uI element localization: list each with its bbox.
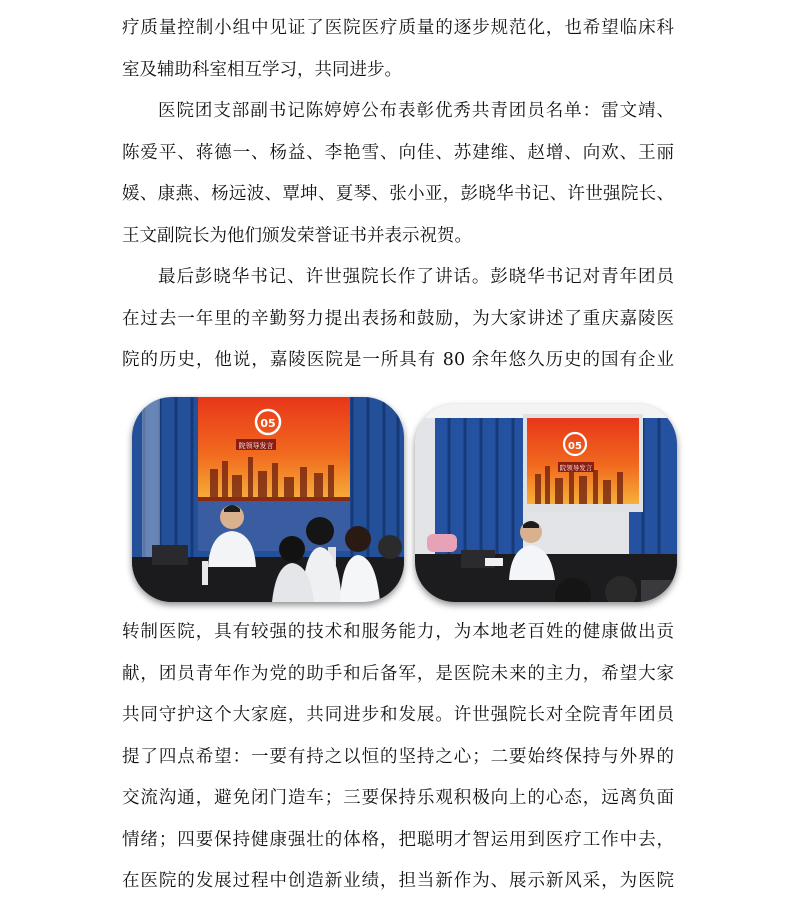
text-line: 在医院的发展过程中创造新业绩，担当新作为、展示新风采，为医院 <box>122 871 674 891</box>
slide-number: 05 <box>568 441 582 452</box>
text-line: 转制医院，具有较强的技术和服务能力，为本地老百姓的健康做出贡 <box>122 622 674 642</box>
text-line: 提了四点希望：一要有持之以恒的坚持之心；二要始终保持与外界的 <box>122 746 674 767</box>
text-line: 疗质量控制小组中见证了医院医疗质量的逐步规范化，也希望临床科 <box>122 18 674 38</box>
text-line: 医院团支部副书记陈婷婷公布表彰优秀共青团员名单：雷文靖、 <box>158 101 674 121</box>
text-line: 陈爱平、蒋德一、杨益、李艳雪、向佳、苏建维、赵增、向欢、王丽 <box>122 142 674 163</box>
text-line: 共同守护这个大家庭，共同进步和发展。许世强院长对全院青年团员 <box>122 705 674 725</box>
text-line: 情绪；四要保持健康强壮的体格，把聪明才智运用到医疗工作中去， <box>122 829 674 850</box>
slide-caption: 院领导发言 <box>559 464 593 472</box>
text-line: 院的历史，他说，嘉陵医院是一所具有 80 余年悠久历史的国有企业 <box>122 350 674 370</box>
text-line: 王文副院长为他们颁发荣誉证书并表示祝贺。 <box>122 225 472 246</box>
bottom-text-block <box>122 612 674 903</box>
text-line: 在过去一年里的辛勤努力提出表扬和鼓励，为大家讲述了重庆嘉陵医 <box>122 308 674 329</box>
meeting-photo-right <box>415 404 677 602</box>
top-text-block <box>122 8 674 382</box>
text-line: 献，团员青年作为党的助手和后备军，是医院未来的主力，希望大家 <box>122 663 674 684</box>
slide-caption: 院领导发言 <box>238 442 274 450</box>
text-line: 室及辅助科室相互学习，共同进步。 <box>122 59 402 80</box>
meeting-photo-left <box>132 397 404 602</box>
text-line: 媛、康燕、杨远波、覃坤、夏琴、张小亚，彭晓华书记、许世强院长、 <box>122 184 674 204</box>
slide-number: 05 <box>260 417 276 430</box>
text-line: 交流沟通，避免闭门造车；三要保持乐观积极向上的心态，远离负面 <box>122 788 674 808</box>
text-line: 最后彭晓华书记、许世强院长作了讲话。彭晓华书记对青年团员 <box>158 267 674 287</box>
